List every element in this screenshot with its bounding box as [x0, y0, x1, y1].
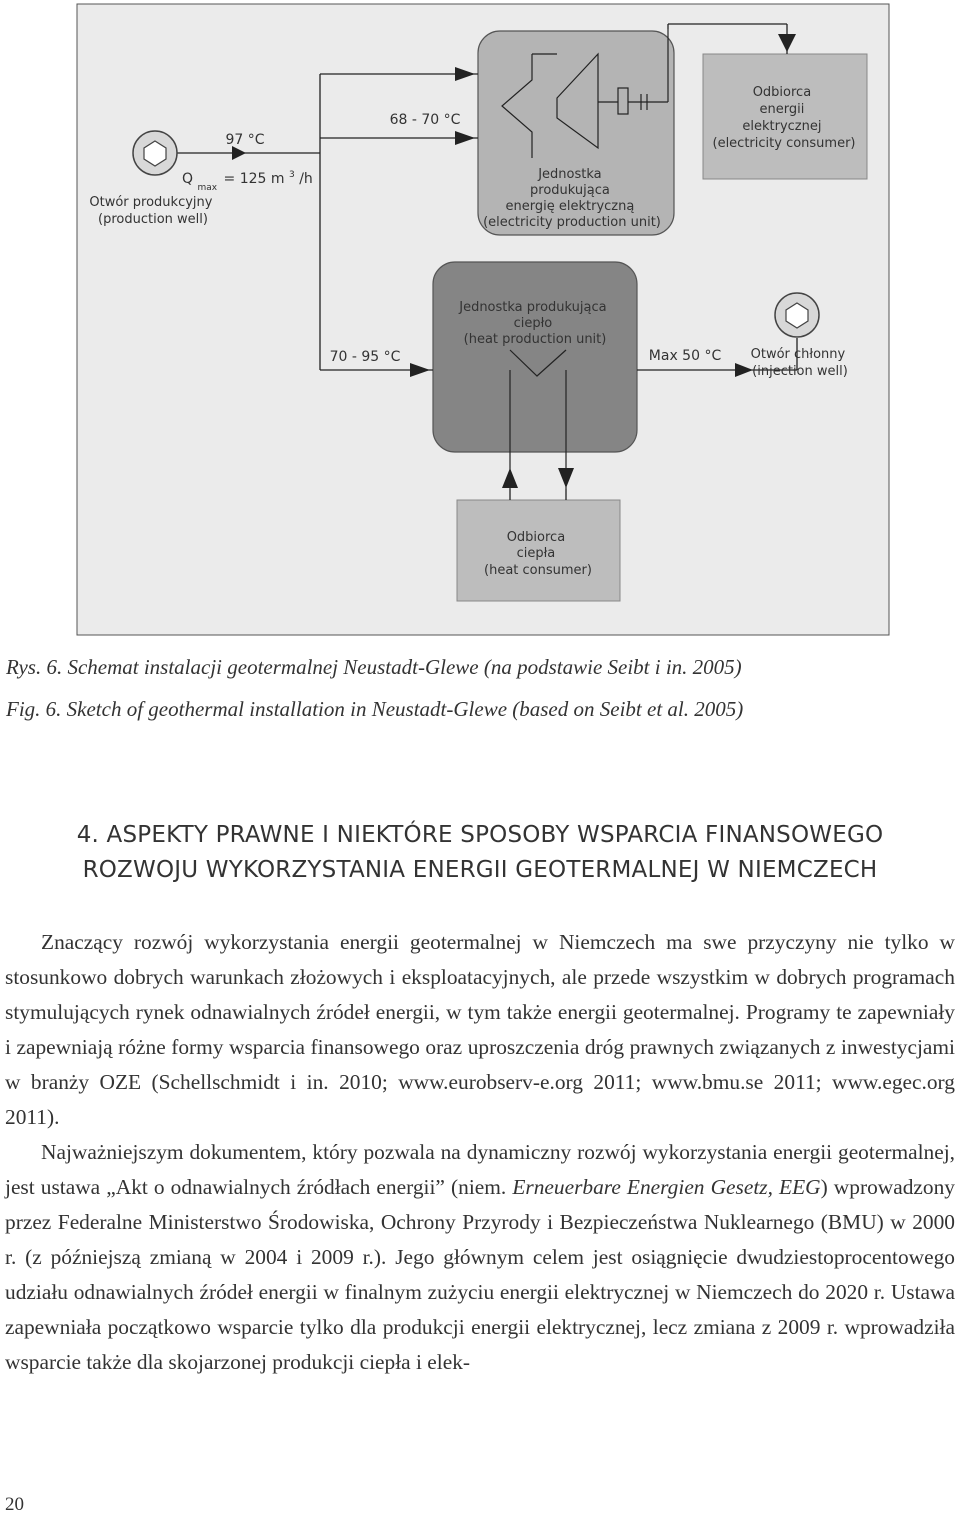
temperature-70-95-label: 70 - 95 °C — [329, 349, 401, 365]
temperature-97-label: 97 °C — [225, 132, 265, 148]
electricity-consumer-line1: Odbiorca — [752, 85, 812, 100]
body-text — [5, 925, 955, 1380]
heat-unit-line2: ciepło — [513, 316, 553, 331]
temperature-max-50-label: Max 50 °C — [648, 348, 722, 364]
figure-caption-english: Fig. 6. Sketch of geothermal installation in Neustadt-Glewe (based on Seibt et al. 2005) — [6, 697, 744, 721]
injection-well-line2: (injection well) — [752, 364, 848, 379]
electricity-unit-line1: Jednostka — [538, 167, 602, 182]
section-heading-line1: 4. ASPEKTY PRAWNE I NIEKTÓRE SPOSOBY WSPARCIA FINANSOWEGO — [76, 822, 884, 848]
electricity-consumer-line2: energii — [759, 102, 805, 117]
electricity-consumer-line4: (electricity consumer) — [712, 136, 856, 151]
production-well-line2: (production well) — [98, 212, 208, 227]
electricity-consumer-line3: elektrycznej — [742, 119, 822, 134]
production-well-line1: Otwór produkcyjny — [89, 195, 213, 210]
flow-q: Q — [182, 171, 194, 187]
page-number: 20 — [5, 1494, 24, 1515]
section-heading-line2: ROZWOJU WYKORZYSTANIA ENERGII GEOTERMALNEJ W NIEMCZECH — [82, 857, 878, 883]
flow-sup: 3 — [289, 170, 295, 180]
flow-sub: max — [197, 183, 218, 193]
heat-consumer-line2: ciepła — [516, 546, 556, 561]
heat-unit-line1: Jednostka produkująca — [459, 300, 607, 315]
injection-well-line1: Otwór chłonny — [750, 347, 846, 362]
paragraph-1: Znaczący rozwój wykorzystania energii geotermalnej w Niemczech ma swe przyczyny nie tylko w stosunkowo dobrych warunkach złożowych i eksploatacyjnych, ale przede wszystkim w dobrych programach stymulujących rynek odnawialnych źródeł energii, w tym także energii geotermalnej. Programy te zapewniały i zapewniają różne formy wsparcia finansowego oraz uproszczenia dróg prawnych związanych z inwestycjami w branży OZE (Schellschmidt i in. 2010; www.eurobserv-e.org 2011; www.bmu.se 2011; www.egec.org 2011). — [5, 930, 955, 1129]
injection-well-icon — [775, 293, 819, 337]
paragraph-2 — [5, 1135, 955, 1380]
heat-consumer-line1: Odbiorca — [506, 530, 566, 545]
electricity-unit-line3: energię elektryczną — [505, 199, 635, 214]
heat-unit-line3: (heat production unit) — [463, 332, 607, 347]
figure-caption-polish: Rys. 6. Schemat instalacji geotermalnej Neustadt-Glewe (na podstawie Seibt i in. 2005) — [6, 655, 742, 679]
flow-unit: /h — [299, 171, 313, 187]
paragraph-2-end: ) wprowadzony przez Federalne Ministerstwo Środowiska, Ochrony Przyrody i Bezpieczeństwa Nuklearnego (BMU) w 2000 r. (z późniejszą zmianą w 2004 i 2009 r.). Jego głównym celem jest osiągnięcie dwudziestoprocentowego udziału odnawialnych źródeł energii w finalnym zużyciu energii elektrycznej w Niemczech do 2020 r. Ustawa zapewniała początkowo wsparcie tylko dla produkcji energii elektrycznej, lecz zmiana z 2009 r. wprowadziła wsparcie także dla skojarzonej produkcji ciepła i elek- — [5, 1175, 955, 1374]
electricity-unit-line2: produkująca — [530, 183, 610, 198]
heat-consumer-line3: (heat consumer) — [484, 563, 592, 578]
production-well-icon — [133, 131, 177, 175]
heat-production-unit-box — [433, 262, 637, 452]
paragraph-2-start: Najważniejszym dokumentem, który pozwala na dynamiczny rozwój wykorzystania energii geotermalnej, jest ustawa „Akt o odnawialnych źródłach energii” (niem. — [5, 1140, 955, 1199]
flow-value: = 125 m — [223, 171, 285, 187]
geothermal-installation-diagram — [0, 0, 960, 640]
paragraph-2-italic: Erneuerbare Energien Gesetz, EEG — [512, 1175, 821, 1199]
temperature-68-70-label: 68 - 70 °C — [389, 112, 461, 128]
electricity-unit-line4: (electricity production unit) — [483, 215, 661, 230]
